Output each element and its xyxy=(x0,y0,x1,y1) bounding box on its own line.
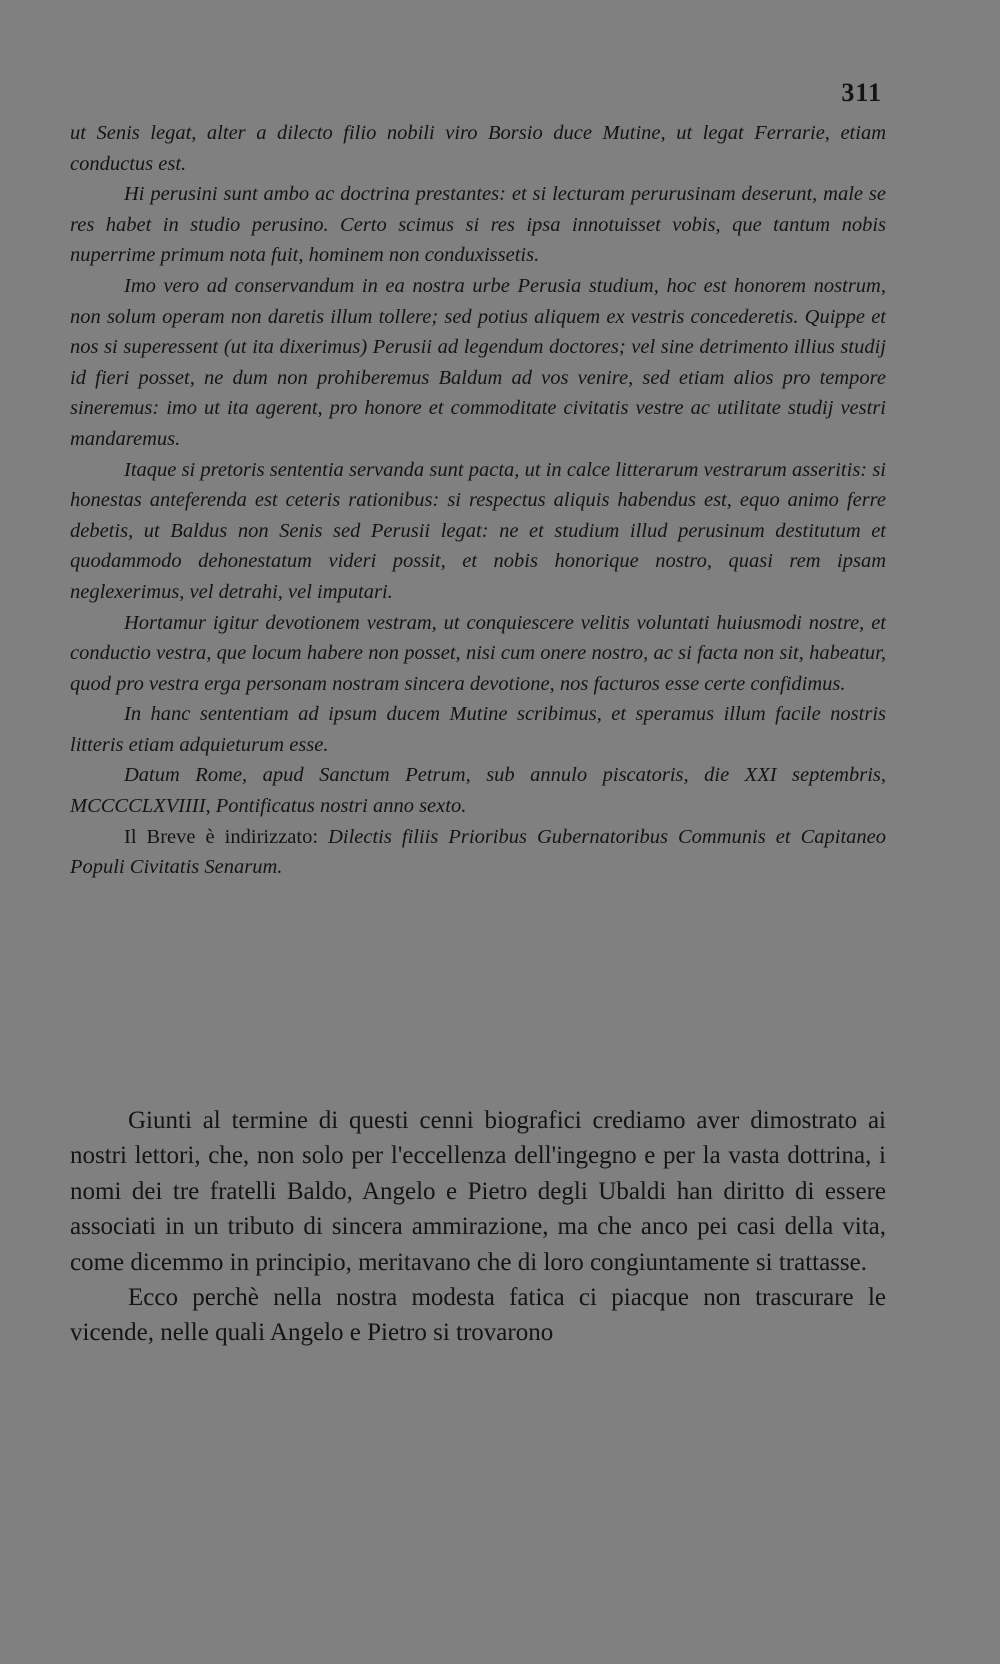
italian-paragraph: Ecco perchè nella nostra modesta fatica ci piacque non trascurare le vicende, nelle quali Angelo e Pietro si trovarono xyxy=(70,1284,886,1347)
breve-note-prefix: Il Breve è indirizzato: xyxy=(124,825,329,848)
italian-paragraph: Giunti al termine di questi cenni biografici crediamo aver dimostrato ai nostri lettori, che, non solo per l'eccellenza dell'ingegno e per la vasta dottrina, i nomi dei tre fratelli Baldo, Angelo e Pietro degli Ubaldi han diritto di essere associati in un tributo di sincera ammirazione, ma che anco pei casi della vita, come dicemmo in principio, meritavano che di loro congiuntamente si trattasse. xyxy=(70,1107,886,1276)
latin-paragraph: Itaque si pretoris sententia servanda sunt pacta, ut in calce litterarum vestrarum asseritis: si honestas anteferenda est ceteris rationibus: si respectus aliquis habendus est, equo animo ferre debetis, ut Baldus non Senis sed Perusii legat: ne et studium illud perusinum destitutum et quodammodo dehonestatum videri possit, et nobis honorique nostro, quasi rem ipsam neglexerimus, vel detrahi, vel imputari. xyxy=(70,458,886,603)
latin-paragraph: Datum Rome, apud Sanctum Petrum, sub annulo piscatoris, die XXI septembris, MCCCCLXVIIII, Pontificatus nostri anno sexto. xyxy=(70,764,886,818)
breve-note-text: Dilectis filiis Prioribus Gubernatoribus Communis et Capitaneo Populi Civitatis Senarum. xyxy=(70,825,886,879)
latin-paragraph: Imo vero ad conservandum in ea nostra urbe Perusia studium, hoc est honorem nostrum, non solum operam non daretis illum tollere; sed potius aliquem ex vestris concederetis. Quippe et nos si superessent (ut ita dixerimus) Perusii ad legendum doctores; vel sine detrimento illius studij id fieri posset, ne dum non prohiberemus Baldum ad vos venire, sed etiam alios pro tempore sineremus: imo ut ita agerent, pro honore et commoditate civitatis vestre ac utilitate studij vestri mandaremus. xyxy=(70,274,886,450)
latin-paragraph: Hi perusini sunt ambo ac doctrina prestantes: et si lecturam perurusinam deserunt, male se res habet in studio perusino. Certo scimus si res ipsa innotuisset vobis, que tantum nobis nuperrime primum nota fuit, hominem non conduxissetis. xyxy=(70,183,886,267)
latin-paragraph: ut Senis legat, alter a dilecto filio nobili viro Borsio duce Mutine, ut legat Ferrarie, etiam conductus est. xyxy=(70,122,886,175)
page-number: 311 xyxy=(841,78,882,107)
italian-body-text xyxy=(70,1103,886,1351)
latin-paragraph: In hanc sententiam ad ipsum ducem Mutine scribimus, et speramus illum facile nostris litteris etiam adquieturum esse. xyxy=(70,703,886,756)
latin-breve-text xyxy=(70,118,886,883)
breve-address-note xyxy=(70,822,886,883)
latin-paragraph: Hortamur igitur devotionem vestram, ut conquiescere velitis voluntati huiusmodi nostre, et conductio vestra, que locum habere non posset, nisi cum onere nostro, ac si facta non sit, habeatur, quod pro vestra erga personam nostram sincera devotione, nos facturos esse certe confidimus. xyxy=(70,611,886,695)
